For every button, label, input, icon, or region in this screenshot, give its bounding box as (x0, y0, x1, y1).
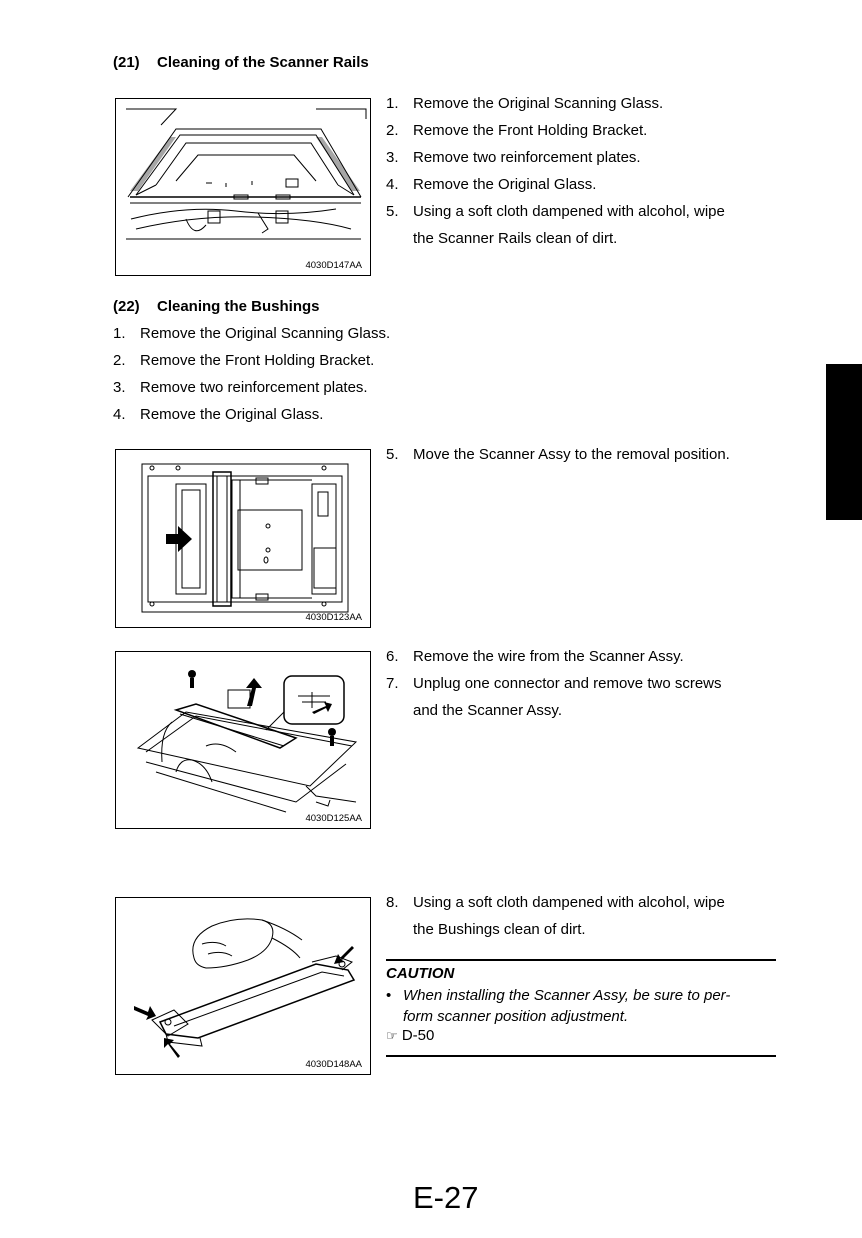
section-22-title: Cleaning the Bushings (157, 298, 320, 315)
section-22-heading (113, 298, 320, 315)
scanner-removal-position-illustration (116, 450, 370, 627)
figure-code: 4030D125AA (305, 813, 362, 824)
section-21-heading (113, 54, 369, 71)
figure-scanner-assy-removal (115, 651, 371, 829)
bullet: • (386, 987, 392, 1004)
figure-cleaning-bushings (115, 897, 371, 1075)
section-21-title: Cleaning of the Scanner Rails (157, 54, 369, 71)
reference-link[interactable]: D-50 (401, 1027, 435, 1044)
figure-code: 4030D123AA (305, 612, 362, 623)
section-22-number: (22) (113, 298, 140, 315)
cleaning-bushings-illustration (116, 898, 370, 1074)
figure-scanner-removal-position (115, 449, 371, 628)
arrow-right-icon (134, 1006, 156, 1020)
arrow-right-icon (166, 526, 192, 552)
caution-top-rule (386, 959, 776, 961)
caution-text: • When installing the Scanner Assy, be sure to per- (386, 987, 731, 1004)
page-number: E-27 (413, 1180, 479, 1215)
figure-scanner-rails (115, 98, 371, 276)
section-tab-marker (826, 364, 862, 520)
scanner-assy-removal-illustration (116, 652, 370, 828)
figure-code: 4030D147AA (305, 260, 362, 271)
caution-text-continuation: form scanner position adjustment. (403, 1008, 629, 1025)
arrow-up-left-icon (164, 1038, 180, 1058)
arrow-out-icon (312, 702, 332, 714)
caution-bottom-rule (386, 1055, 776, 1057)
scanner-rails-illustration (116, 99, 370, 275)
arrow-up-icon (246, 678, 262, 706)
reference (386, 1027, 434, 1044)
section-21-number: (21) (113, 54, 140, 71)
pointing-hand-icon: ☞ (386, 1028, 398, 1043)
figure-code: 4030D148AA (305, 1059, 362, 1070)
caution-title: CAUTION (386, 965, 455, 982)
